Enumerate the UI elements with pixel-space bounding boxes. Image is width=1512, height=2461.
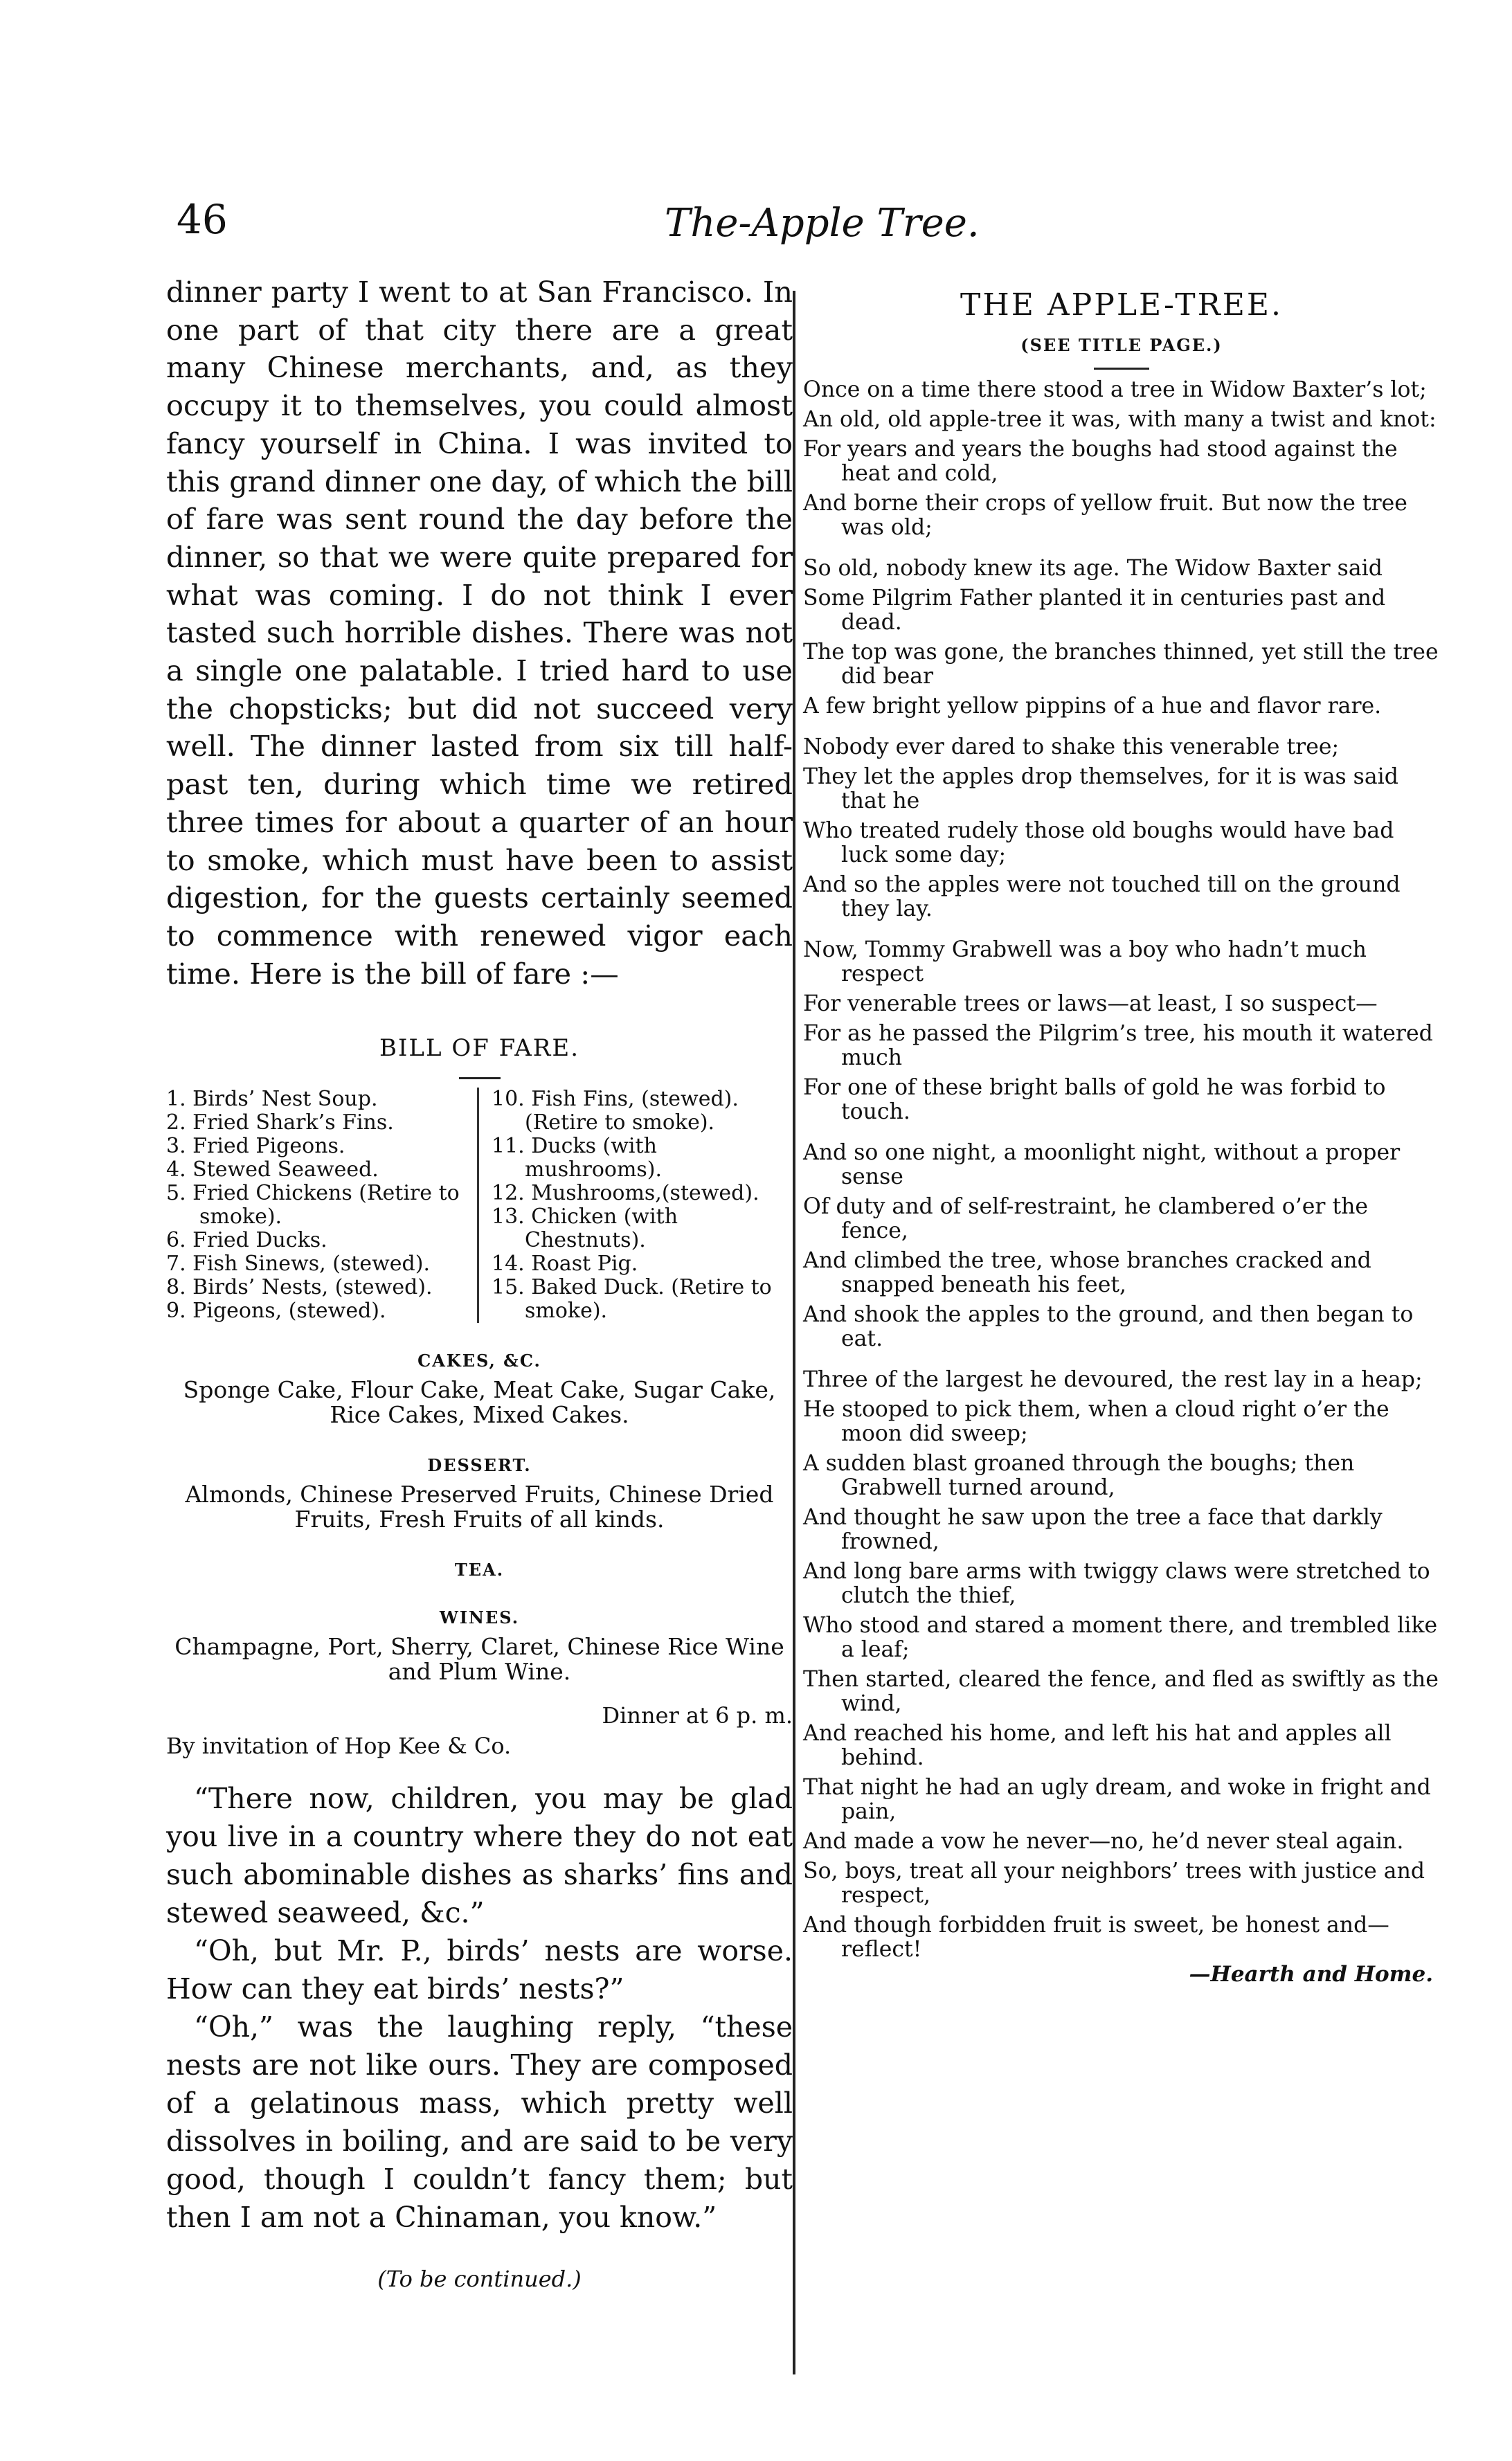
left-column <box>166 273 793 2292</box>
wines-heading: WINES. <box>439 1607 520 1628</box>
menu-list <box>166 1088 793 1323</box>
poem-line: Now, Tommy Grabwell was a boy who hadn’t much respect <box>803 937 1367 986</box>
menu-item: 5. Fried Chickens (Retire to smoke). <box>166 1181 460 1229</box>
poem-subtitle: (SEE TITLE PAGE.) <box>1020 335 1223 355</box>
poem-title: THE APPLE-TREE. <box>960 287 1283 323</box>
poem-line: Once on a time there stood a tree in Widow Baxter’s lot; <box>803 377 1427 402</box>
bill-of-fare-title: BILL OF FARE. <box>379 1034 580 1063</box>
poem-line: A few bright yellow pippins of a hue and flavor rare. <box>803 694 1382 719</box>
menu-item: 1. Birds’ Nest Soup. <box>166 1087 378 1112</box>
paragraph: “Oh,” was the laughing reply, “these nests are not like ours. They are composed of a gelatinous mass, which pretty well dissolves in boiling, and are said to be very good, though I couldn’t fancy them; but then I am not a Chinaman, you know.” <box>166 2010 793 2235</box>
poem-line: Nobody ever dared to shake this venerable tree; <box>803 734 1340 759</box>
menu-item: 9. Pigeons, (stewed). <box>166 1299 386 1324</box>
menu-item: 13. Chicken (with Chestnuts). <box>492 1205 678 1253</box>
tea-heading: TEA. <box>454 1560 505 1580</box>
poem-line: A sudden blast groaned through the boughs; then Grabwell turned around, <box>803 1451 1355 1500</box>
poem-line: And so one night, a moonlight night, without a proper sense <box>803 1140 1401 1189</box>
menu-item: 6. Fried Ducks. <box>166 1228 327 1253</box>
wines-list: Champagne, Port, Sherry, Claret, Chinese Rice Wine and Plum Wine. <box>174 1633 784 1686</box>
stanza <box>803 378 1440 540</box>
poem-line: For one of these bright balls of gold he was forbid to touch. <box>803 1075 1386 1124</box>
menu-item: 7. Fish Sinews, (stewed). <box>166 1252 430 1277</box>
poem-line: Then started, cleared the fence, and fled as swiftly as the wind, <box>803 1667 1439 1716</box>
column-divider <box>793 291 795 2374</box>
menu-item: 14. Roast Pig. <box>492 1252 638 1277</box>
dinner-time: Dinner at 6 p. m. <box>602 1702 793 1729</box>
running-title: The-Apple Tree. <box>665 201 980 246</box>
poem-line: Of duty and of self-restraint, he clambered o’er the fence, <box>803 1194 1369 1243</box>
menu-item: 4. Stewed Seaweed. <box>166 1157 379 1182</box>
intro-paragraph: dinner party I went to at San Francisco. In one part of that city there are a great many Chinese merchants, and, as they occupy it to themselves, you could almost fancy yourself in China. I was invited to this grand dinner one day, of which the bill of fare was sent round the day before the dinner, so that we were quite prepared for what was coming. I do not think I ever tasted such horrible dishes. There was not a single one palatable. I tried hard to use the chopsticks; but did not succeed very well. The dinner lasted from six till half-past ten, during which time we retired three times for about a quarter of an hour to smoke, which must have been to assist digestion, for the guests certainly seemed to commence with renewed vigor each time. Here is the bill of fare :— <box>166 275 793 991</box>
poem-line: The top was gone, the branches thinned, yet still the tree did bear <box>803 640 1439 689</box>
poem-line: And shook the apples to the ground, and then began to eat. <box>803 1302 1414 1351</box>
poem-line: Who stood and stared a moment there, and trembled like a leaf; <box>803 1613 1438 1662</box>
poem-line: And reached his home, and left his hat and apples all behind. <box>803 1721 1392 1770</box>
poem-line: He stooped to pick them, when a cloud right o’er the moon did sweep; <box>803 1397 1389 1446</box>
divider <box>1094 368 1149 370</box>
poem-line: Who treated rudely those old boughs would have bad luck some day; <box>803 818 1394 867</box>
poem-line: That night he had an ugly dream, and woke in fright and pain, <box>803 1775 1431 1824</box>
cakes-list: Sponge Cake, Flour Cake, Meat Cake, Sugar Cake, Rice Cakes, Mixed Cakes. <box>183 1376 776 1429</box>
right-column <box>803 273 1440 1987</box>
page-number: 46 <box>177 196 228 243</box>
poem-line: For venerable trees or laws—at least, I so suspect— <box>803 991 1378 1016</box>
to-be-continued: (To be continued.) <box>377 2266 582 2293</box>
menu-item: 12. Mushrooms,(stewed). <box>492 1181 759 1206</box>
poem-line: So old, nobody knew its age. The Widow Baxter said <box>803 556 1383 581</box>
poem-line: For years and years the boughs had stood against the heat and cold, <box>803 437 1398 486</box>
dessert-heading: DESSERT. <box>427 1455 532 1476</box>
poem-line: Some Pilgrim Father planted it in centuries past and dead. <box>803 586 1386 635</box>
closing-paragraphs <box>166 1780 793 2237</box>
poem-line: Three of the largest he devoured, the rest lay in a heap; <box>803 1367 1423 1392</box>
menu-item: 3. Fried Pigeons. <box>166 1134 345 1159</box>
menu-item: 10. Fish Fins, (stewed). (Retire to smoke). <box>492 1087 739 1135</box>
menu-list-left <box>166 1088 479 1323</box>
poem-line: And though forbidden fruit is sweet, be honest and—reflect! <box>803 1913 1389 1962</box>
poem-line: And thought he saw upon the tree a face that darkly frowned, <box>803 1505 1383 1554</box>
menu-item: 8. Birds’ Nests, (stewed). <box>166 1275 433 1300</box>
stanza <box>803 557 1440 719</box>
stanza <box>803 1368 1440 1962</box>
invitation-line: By invitation of Hop Kee & Co. <box>166 1733 512 1760</box>
poem-line: For as he passed the Pilgrim’s tree, his mouth it watered much <box>803 1021 1433 1070</box>
menu-list-right <box>479 1088 793 1323</box>
dessert-list: Almonds, Chinese Preserved Fruits, Chinese Dried Fruits, Fresh Fruits of all kinds. <box>185 1481 774 1533</box>
poem-line: They let the apples drop themselves, for it is was said that he <box>803 764 1398 813</box>
paragraph: “Oh, but Mr. P., birds’ nests are worse. How can they eat birds’ nests?” <box>166 1934 793 2006</box>
cakes-heading: CAKES, &C. <box>417 1351 541 1371</box>
stanza <box>803 735 1440 921</box>
poem-line: An old, old apple-tree it was, with many a twist and knot: <box>803 407 1437 432</box>
poem-line: And borne their crops of yellow fruit. But now the tree was old; <box>803 491 1407 540</box>
poem-line: And climbed the tree, whose branches cracked and snapped beneath his feet, <box>803 1248 1371 1297</box>
stanza <box>803 1141 1440 1351</box>
poem-attribution: —Hearth and Home. <box>1189 1962 1433 1987</box>
poem-body <box>803 378 1440 1962</box>
menu-item: 2. Fried Shark’s Fins. <box>166 1110 394 1135</box>
poem-line: And so the apples were not touched till on the ground they lay. <box>803 872 1401 921</box>
divider <box>459 1077 501 1079</box>
stanza <box>803 938 1440 1124</box>
poem-line: So, boys, treat all your neighbors’ trees with justice and respect, <box>803 1859 1425 1908</box>
poem-line: And long bare arms with twiggy claws were stretched to clutch the thief, <box>803 1559 1430 1608</box>
menu-item: 15. Baked Duck. (Retire to smoke). <box>492 1275 772 1324</box>
menu-item: 11. Ducks (with mushrooms). <box>492 1134 663 1182</box>
poem-line: And made a vow he never—no, he’d never steal again. <box>803 1829 1404 1854</box>
paragraph: “There now, children, you may be glad you live in a country where they do not eat such abominable dishes as sharks’ fins and stewed seaweed, &c.” <box>166 1782 793 1930</box>
